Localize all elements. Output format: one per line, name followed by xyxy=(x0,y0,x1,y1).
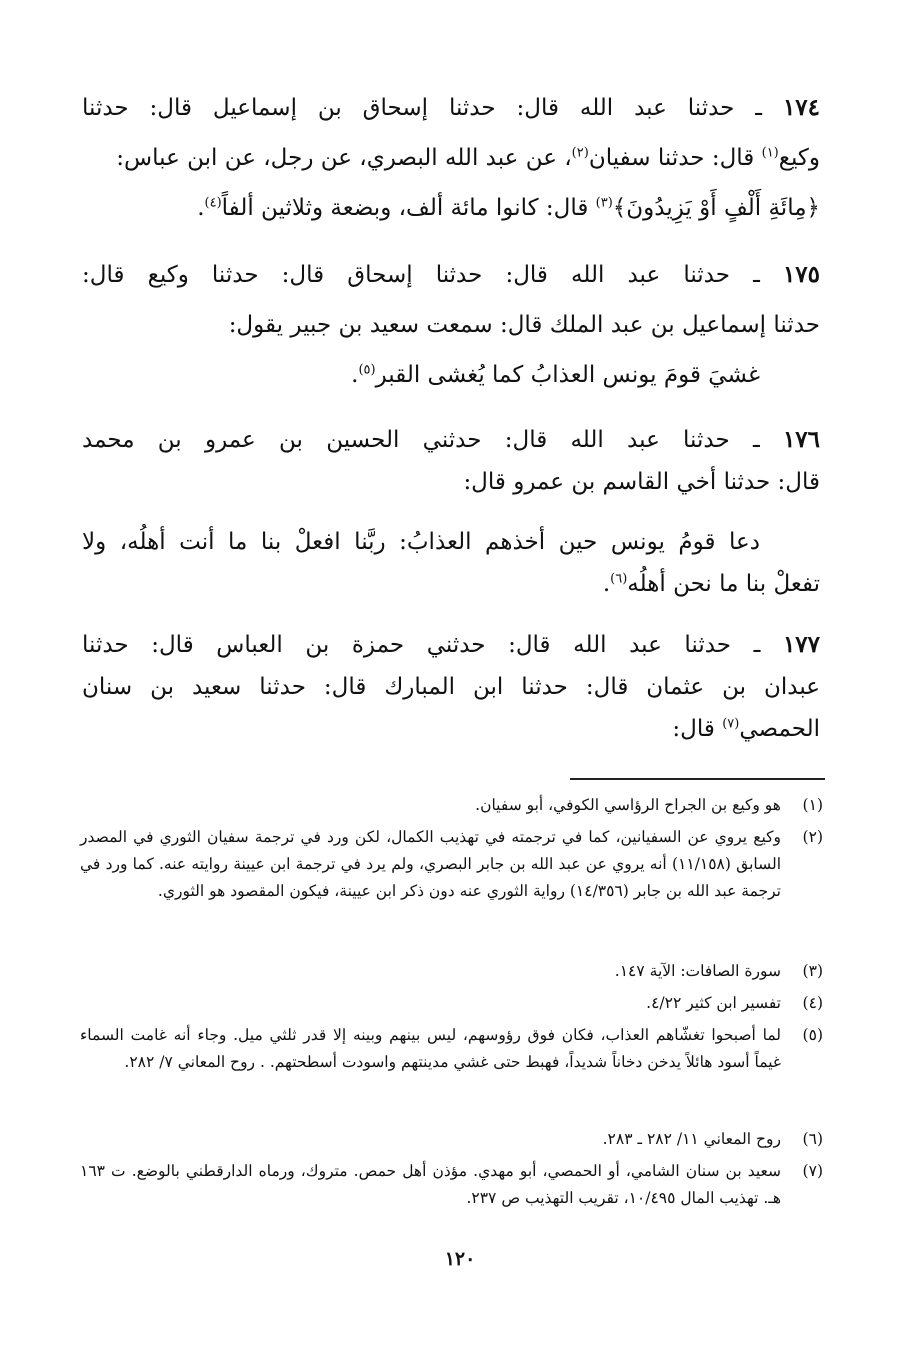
text-segment: غشيَ قومَ يونس العذابُ كما يُغشى القبر xyxy=(375,362,760,388)
footnote-3 xyxy=(80,958,823,985)
text-segment: دعا قومُ يونس حين أخذهم العذابُ: ربَّنا افعلْ بنا ما أنت أهلُه، ولا xyxy=(82,529,760,555)
hadith-177-line-2 xyxy=(82,667,820,707)
hadith-177-line-3 xyxy=(672,709,820,749)
text-segment: ـ حدثنا عبد الله قال: حدثنا إسحاق بن إسماعيل قال: حدثنا xyxy=(82,95,763,121)
hadith-175-line-2 xyxy=(229,305,820,345)
text-segment: حدثنا إسماعيل بن عبد الملك قال: سمعت سعيد بن جبير يقول: xyxy=(228,312,820,338)
footnote-ref: (٧) xyxy=(722,716,740,732)
footnote-text: لما أصبحوا تغشّاهم العذاب، فكان فوق رؤوسهم، ليس بينهم وبينه إلا قدر ثلثي ميل. وجاء أنه غامت السماء غيماً أسود هائلاً يدخن دخاناً شديداً، فهبط حتى غشي مدينتهم واسودت أسطحتهم. . روح المعاني ٧/ ٢٨٢. xyxy=(80,1026,781,1071)
hadith-176-line-1 xyxy=(82,420,820,460)
text-segment: الحمصي xyxy=(739,716,820,742)
text-segment: ـ حدثنا عبد الله قال: حدثنا إسحاق قال: حدثنا وكيع قال: xyxy=(82,262,760,288)
hadith-number: ١٧٧ xyxy=(782,631,821,658)
hadith-177-line-1 xyxy=(82,625,820,665)
text-segment: ، عن عبد الله البصري، عن رجل، عن ابن عباس: xyxy=(116,145,572,171)
hadith-176-line-4 xyxy=(603,564,820,604)
full-stop: . xyxy=(197,195,205,221)
text-segment: قال: كانوا مائة ألف، وبضعة وثلاثين ألفاً xyxy=(221,195,589,221)
text-segment: قال: xyxy=(672,716,715,742)
footnote-number: (٦) xyxy=(802,1130,823,1148)
footnote-7 xyxy=(80,1158,823,1212)
footnote-ref: (٥) xyxy=(358,362,376,378)
hadith-176-line-2 xyxy=(463,462,820,502)
footnote-number: (٧) xyxy=(802,1162,823,1180)
footnote-text: وكيع يروي عن السفيانين، كما في ترجمته في تهذيب الكمال، لكن ورد في ترجمة سفيان الثوري في المصدر السابق (١١/١٥٨) أنه يروي عن عبد الله بن جابر البصري، ولم يرد في ترجمة ابن عيينة روايته عنه. كما ورد في ترجمة عبد الله بن جابر (١٤/٣٥٦) رواية الثوري عنه دون ذكر ابن عيينة، فيكون المقصود هو الثوري. xyxy=(80,828,781,900)
text-segment: وكيع xyxy=(778,145,820,171)
full-stop: . xyxy=(602,571,611,597)
footnote-4 xyxy=(80,990,823,1017)
text-segment: ـ حدثنا عبد الله قال: حدثني حمزة بن العباس قال: حدثنا xyxy=(82,632,761,658)
full-stop: . xyxy=(351,362,359,388)
hadith-number: ١٧٦ xyxy=(782,426,821,453)
footnote-separator xyxy=(570,778,825,780)
footnote-5 xyxy=(80,1022,823,1076)
hadith-174-line-2 xyxy=(116,138,820,178)
footnote-text: سعيد بن سنان الشامي، أو الحمصي، أبو مهدي. مؤذن أهل حمص. متروك، ورماه الدارقطني بالوضع. ت ١٦٣ هـ. تهذيب المال ١٠/٤٩٥، تقريب التهذيب ص ٢٣٧. xyxy=(80,1162,781,1207)
text-segment: قال: حدثنا أخي القاسم بن عمرو قال: xyxy=(463,469,820,495)
footnote-text: هو وكيع بن الجراح الرؤاسي الكوفي، أبو سفيان. xyxy=(475,796,781,814)
text-segment: قال: حدثنا سفيان xyxy=(588,145,755,171)
hadith-number: ١٧٥ xyxy=(782,261,820,288)
footnote-number: (٥) xyxy=(802,1026,823,1044)
hadith-175-line-3 xyxy=(351,355,760,395)
quran-quote: ﴿مِائَةِ أَلْفٍ أَوْ يَزِيدُونَ﴾ xyxy=(612,195,820,221)
footnote-ref: (٦) xyxy=(610,571,628,587)
footnote-number: (٤) xyxy=(802,994,823,1012)
text-segment: عبدان بن عثمان قال: حدثنا ابن المبارك قال: حدثنا سعيد بن سنان xyxy=(82,674,820,700)
footnote-2 xyxy=(80,824,823,905)
hadith-number: ١٧٤ xyxy=(782,94,820,121)
hadith-175-line-1 xyxy=(82,255,820,295)
footnote-text: تفسير ابن كثير ٤/٢٢. xyxy=(646,994,781,1012)
footnote-ref: (١) xyxy=(761,145,779,161)
page-number: ١٢٠ xyxy=(444,1248,476,1270)
hadith-176-line-3 xyxy=(82,522,760,562)
footnote-ref: (٣) xyxy=(595,195,613,211)
footnote-ref: (٤) xyxy=(204,195,222,211)
footnote-6 xyxy=(80,1126,823,1153)
hadith-174-line-1 xyxy=(82,88,820,128)
footnote-number: (١) xyxy=(802,796,823,814)
footnote-number: (٣) xyxy=(802,962,823,980)
text-segment: ـ حدثنا عبد الله قال: حدثني الحسين بن عمرو بن محمد xyxy=(82,427,760,453)
text-segment: تفعلْ بنا ما نحن أهلُه xyxy=(627,571,820,597)
hadith-174-line-3 xyxy=(197,188,820,228)
footnote-number: (٢) xyxy=(802,828,823,846)
footnote-text: سورة الصافات: الآية ١٤٧. xyxy=(614,962,781,980)
footnote-1 xyxy=(80,792,823,819)
footnote-ref: (٢) xyxy=(571,145,589,161)
footnote-text: روح المعاني ١١/ ٢٨٢ ـ ٢٨٣. xyxy=(602,1130,781,1148)
